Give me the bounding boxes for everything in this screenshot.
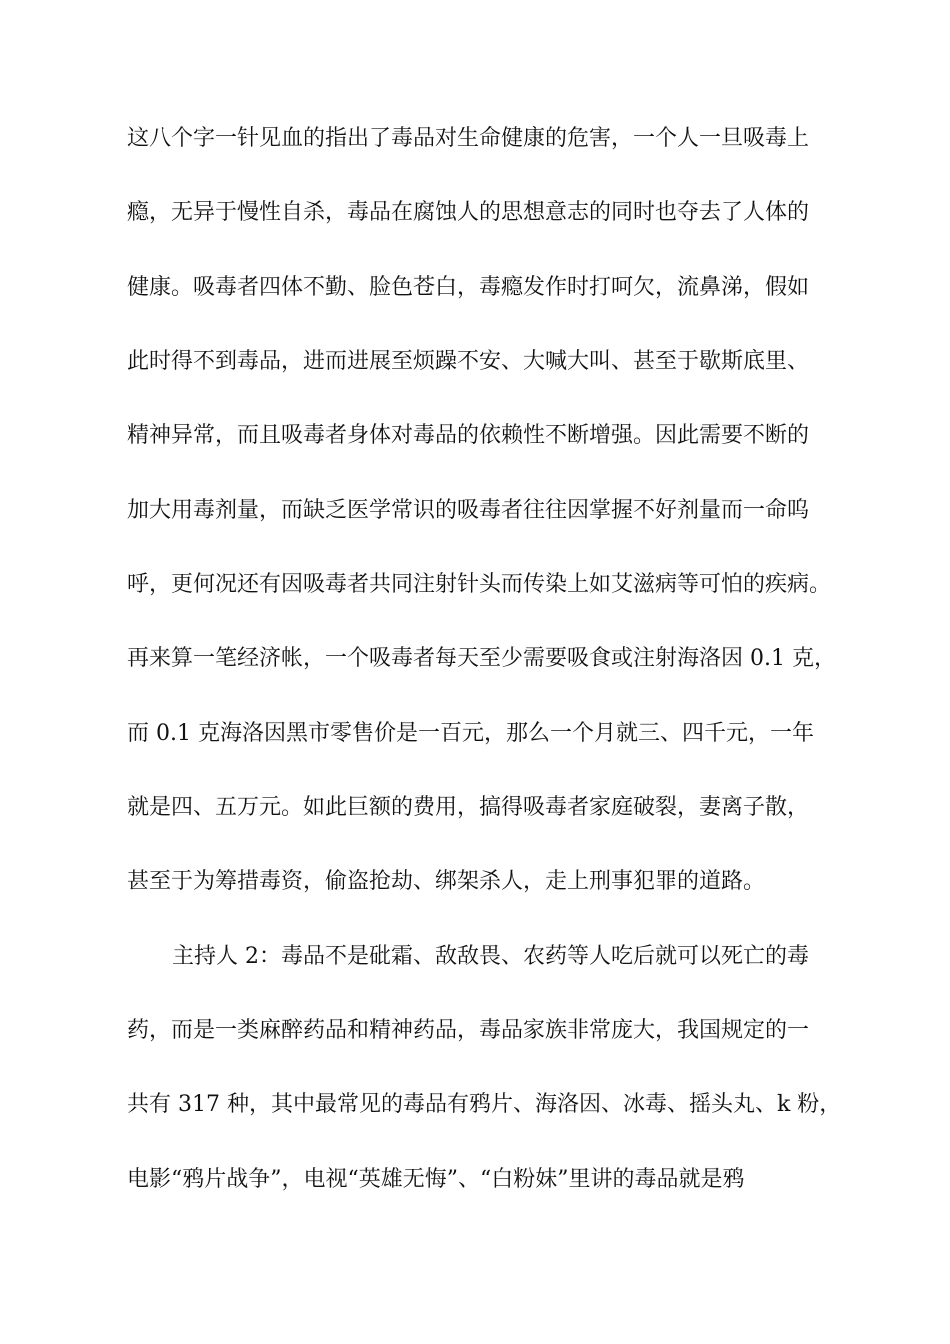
text-line: 呼，更何况还有因吸毒者共同注射针头而传染上如艾滋病等可怕的疾病。 — [127, 572, 832, 597]
text-line: 而 0.1 克海洛因黑市零售价是一百元，那么一个月就三、四千元，一年 — [127, 721, 814, 746]
text-line: 共有 317 种，其中最常见的毒品有鸦片、海洛因、冰毒、摇头丸、k 粉， — [127, 1092, 842, 1117]
text-line: 这八个字一针见血的指出了毒品对生命健康的危害，一个人一旦吸毒上 — [127, 126, 810, 151]
text-line: 健康。吸毒者四体不勤、脸色苍白，毒瘾发作时打呵欠，流鼻涕，假如 — [127, 275, 810, 300]
text-line: 甚至于为筹措毒资，偷盗抢劫、绑架杀人，走上刑事犯罪的道路。 — [127, 869, 766, 894]
paragraph-first-line: 主持人 2：毒品不是砒霜、敌敌畏、农药等人吃后就可以死亡的毒 — [172, 944, 809, 969]
text-line: 加大用毒剂量，而缺乏医学常识的吸毒者往往因掌握不好剂量而一命呜 — [127, 498, 810, 523]
text-line: 精神异常，而且吸毒者身体对毒品的依赖性不断增强。因此需要不断的 — [127, 423, 810, 448]
text-line: 再来算一笔经济帐，一个吸毒者每天至少需要吸食或注射海洛因 0.1 克， — [127, 646, 836, 671]
text-line: 电影“鸦片战争”，电视“英雄无悔”、“白粉妹”里讲的毒品就是鸦 — [127, 1167, 745, 1192]
text-line: 瘾，无异于慢性自杀，毒品在腐蚀人的思想意志的同时也夺去了人体的 — [127, 200, 810, 225]
text-line: 药，而是一类麻醉药品和精神药品，毒品家族非常庞大，我国规定的一 — [127, 1018, 810, 1043]
text-line: 就是四、五万元。如此巨额的费用，搞得吸毒者家庭破裂，妻离子散， — [127, 795, 810, 820]
text-line: 此时得不到毒品，进而进展至烦躁不安、大喊大叫、甚至于歇斯底里、 — [127, 349, 810, 374]
